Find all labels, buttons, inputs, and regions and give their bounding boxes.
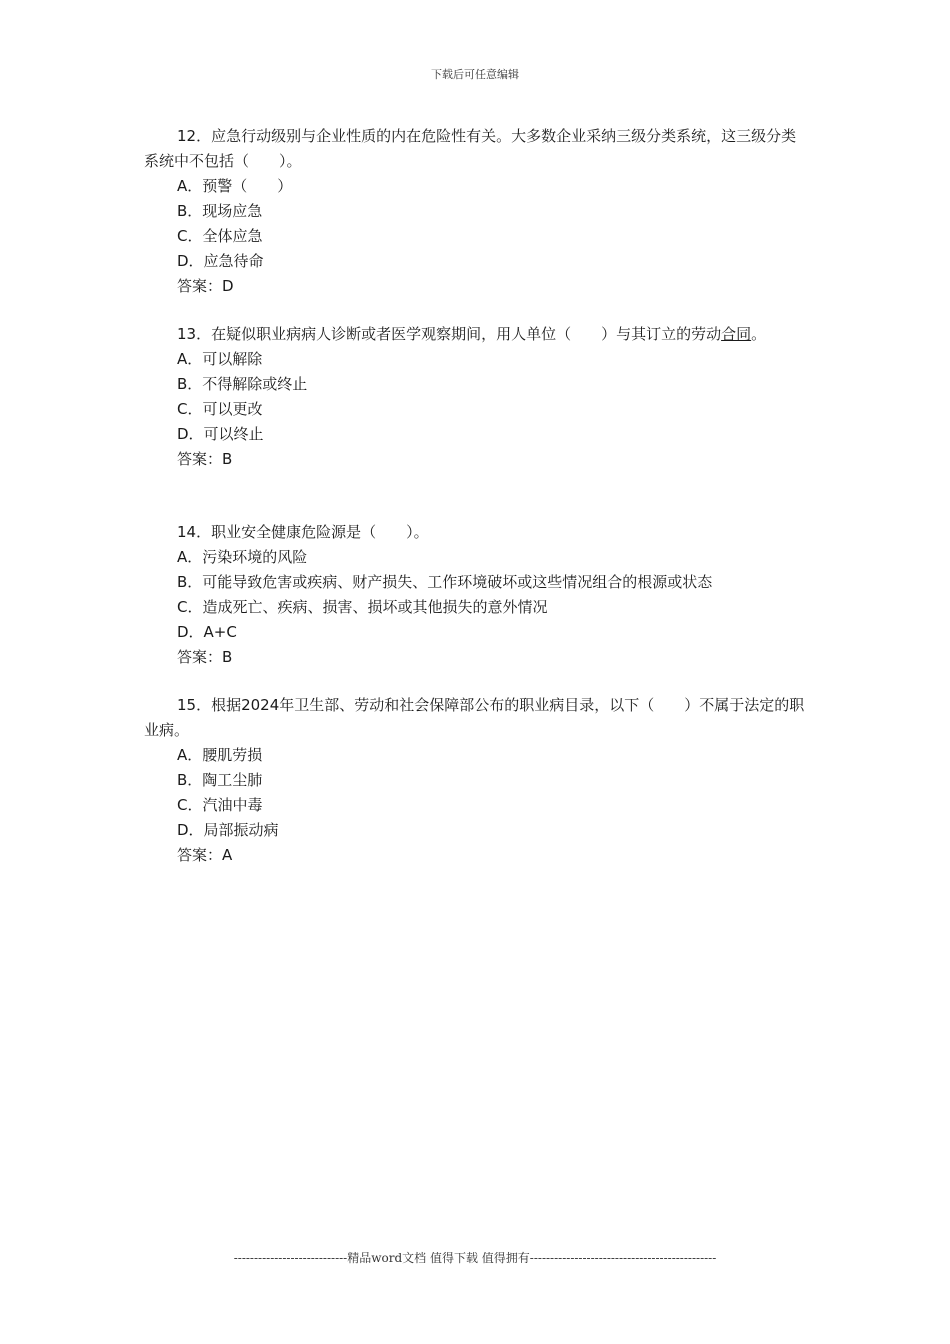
option-c: C．可以更改	[177, 400, 263, 418]
option-b: B．现场应急	[177, 202, 263, 220]
question-stem-text: 13．在疑似职业病病人诊断或者医学观察期间，用人单位（ ）与其订立的劳动	[177, 325, 722, 343]
option-d: D．可以终止	[177, 425, 264, 443]
question-12	[144, 124, 809, 299]
question-14	[144, 520, 809, 670]
page-header: 下载后可任意编辑	[431, 68, 519, 81]
option-c: C．汽油中毒	[177, 796, 263, 814]
option-c: C．造成死亡、疾病、损害、损坏或其他损失的意外情况	[177, 598, 548, 616]
answer: 答案：D	[177, 277, 234, 295]
option-b: B．陶工尘肺	[177, 771, 263, 789]
option-d: D．局部振动病	[177, 821, 279, 839]
option-c: C．全体应急	[177, 227, 263, 245]
option-a: A．腰肌劳损	[177, 746, 263, 764]
option-d: D．A+C	[177, 623, 237, 641]
question-stem-end: 。	[751, 325, 767, 343]
option-a: A．污染环境的风险	[177, 548, 308, 566]
question-15	[144, 693, 809, 868]
question-stem: 12．应急行动级别与企业性质的内在危险性有关。大多数企业采纳三级分类系统，这三级分类系统中不包括（ ）。	[144, 127, 797, 170]
underlined-term: 合同	[721, 325, 752, 343]
question-stem: 14．职业安全健康危险源是（ ）。	[177, 523, 429, 541]
option-d: D．应急待命	[177, 252, 264, 270]
question-stem: 15．根据2024年卫生部、劳动和社会保障部公布的职业病目录，以下（ ）不属于法定的职业病。	[144, 696, 805, 739]
option-b: B．可能导致危害或疾病、财产损失、工作环境破坏或这些情况组合的根源或状态	[177, 573, 713, 591]
page-footer: ----------------------------精品word文档 值得下载 值得拥有----------------------------------------------	[233, 1251, 717, 1265]
option-a: A．预警（ ）	[177, 177, 293, 195]
question-13	[144, 322, 809, 472]
option-b: B．不得解除或终止	[177, 375, 308, 393]
answer: 答案：B	[177, 450, 233, 468]
option-a: A．可以解除	[177, 350, 263, 368]
answer: 答案：A	[177, 846, 233, 864]
question-stem	[144, 322, 809, 347]
answer: 答案：B	[177, 648, 233, 666]
